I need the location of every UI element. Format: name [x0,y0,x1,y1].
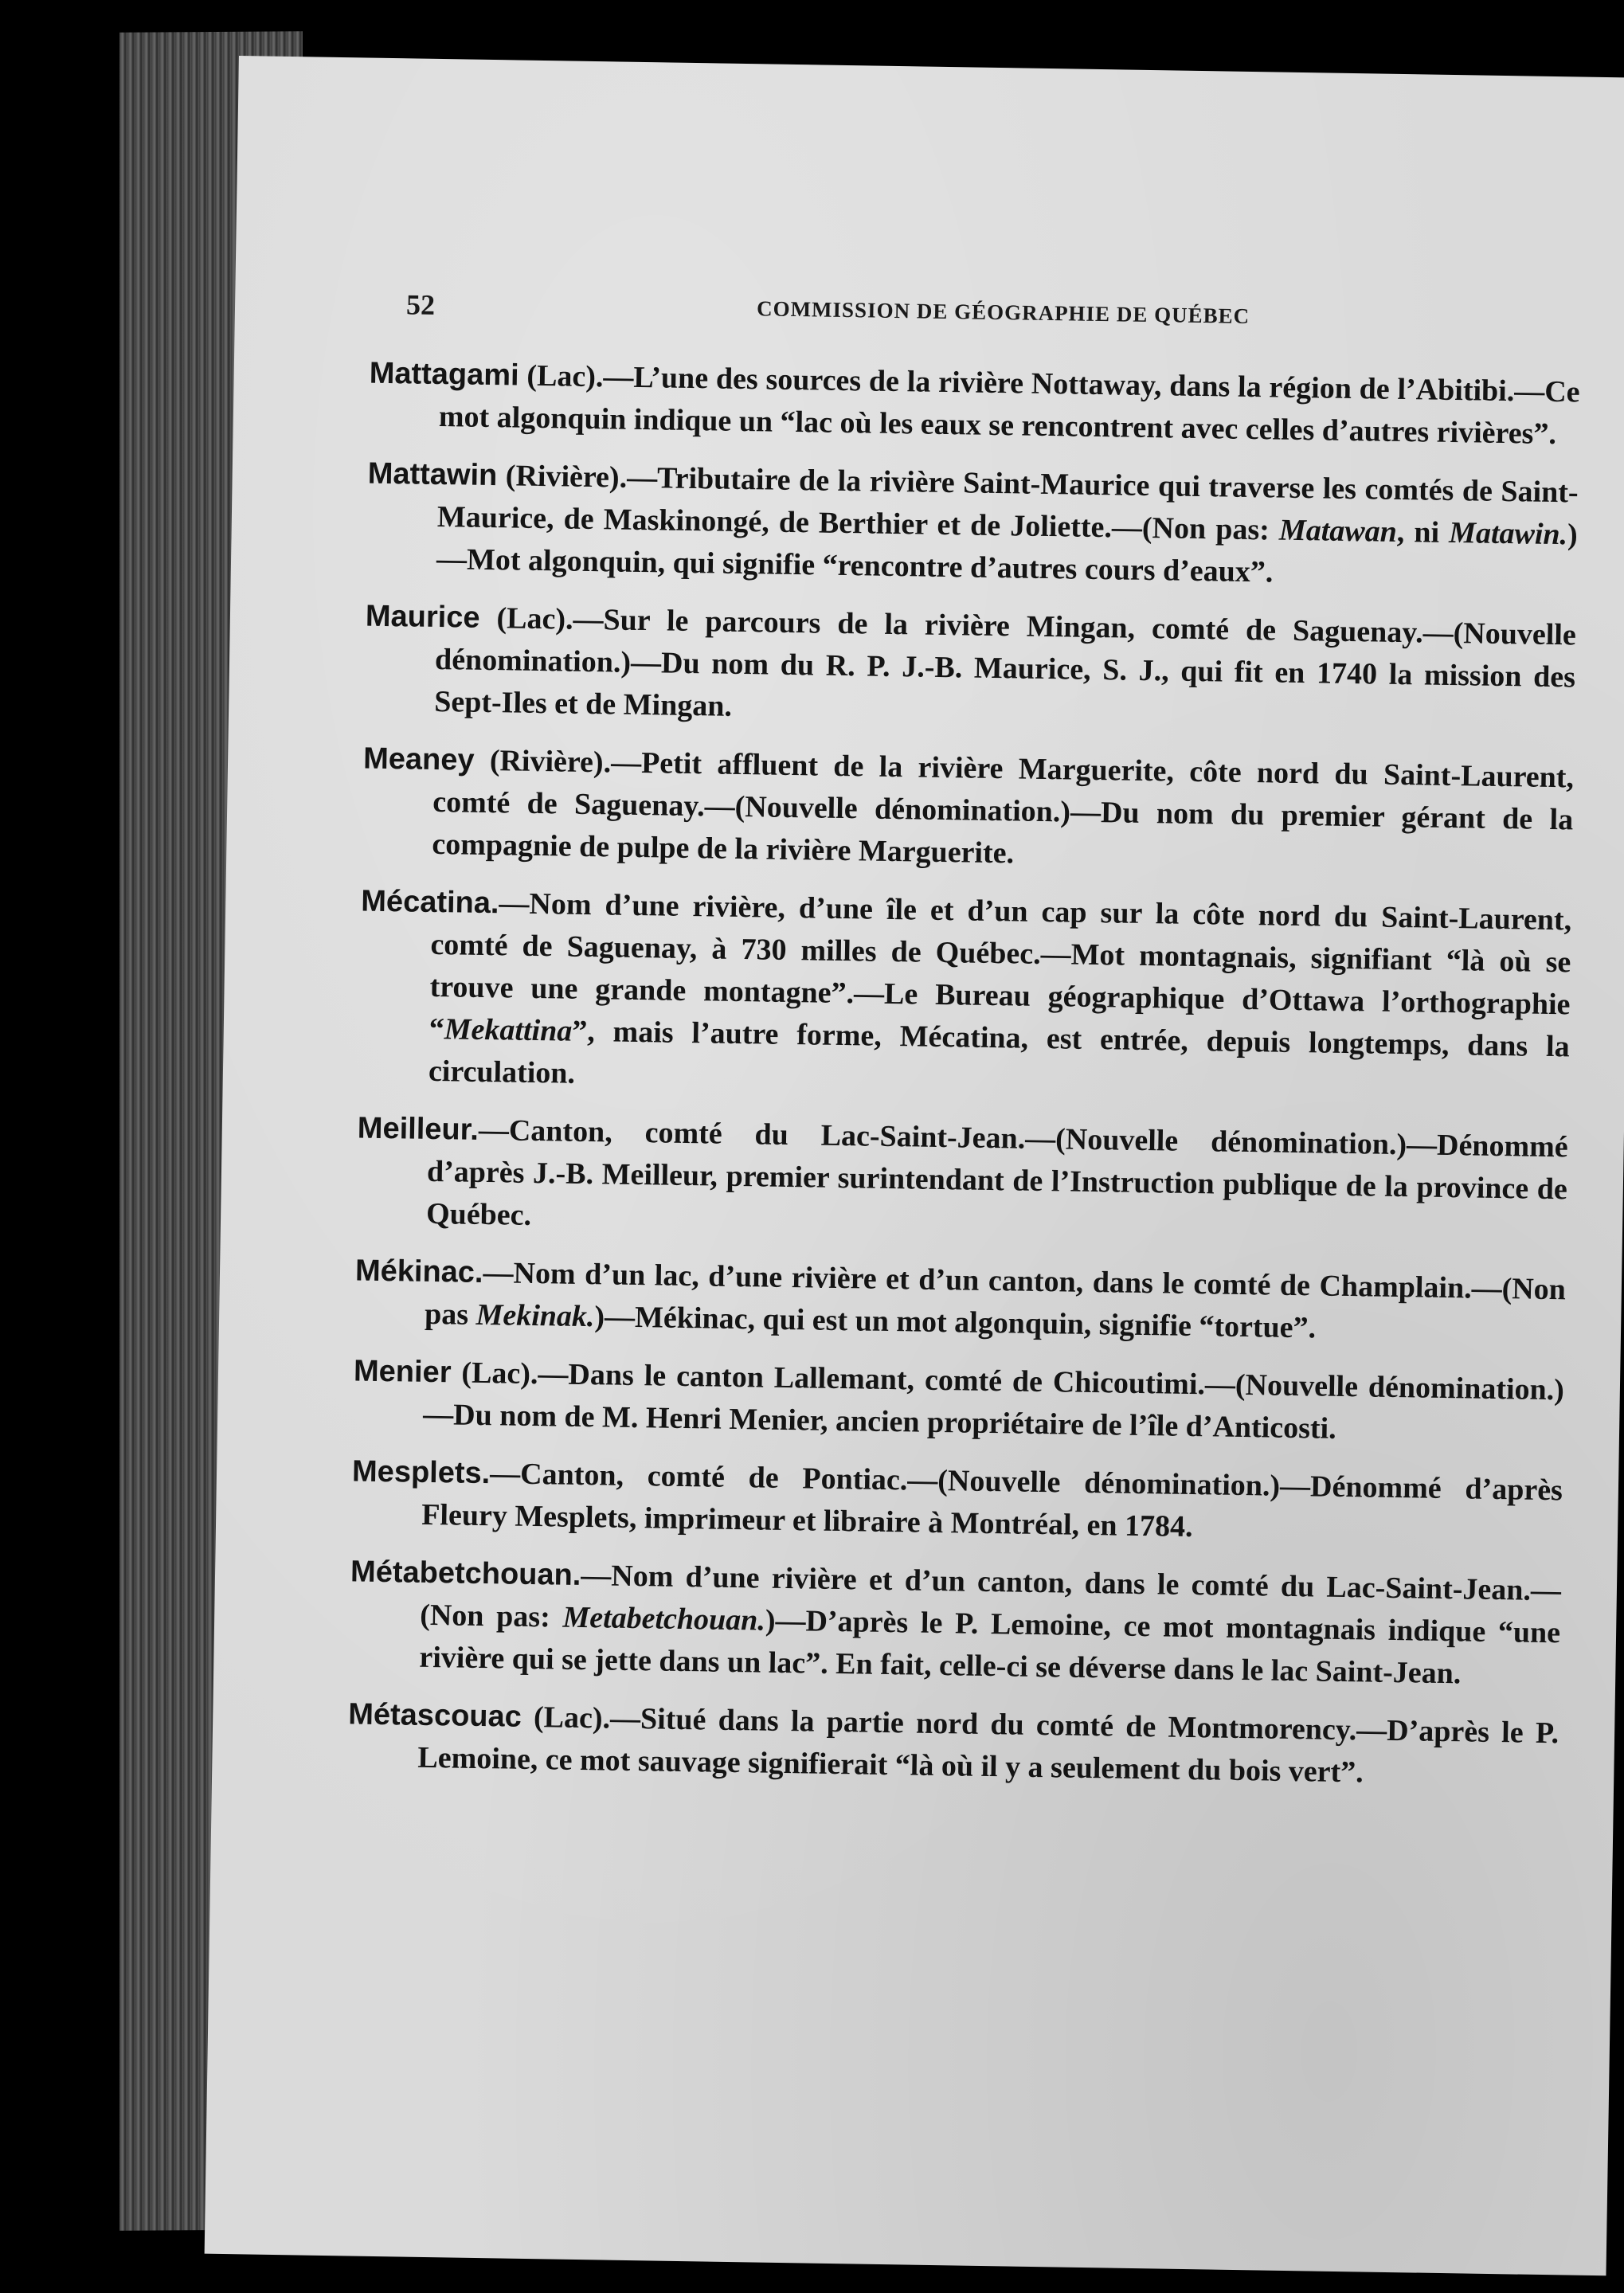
entry-headword: Mécatina. [361,884,499,921]
entry-text: (Rivière).—Petit affluent de la rivière Marguerite, côte nord du Saint-Laurent, comté de Saguenay.—(Nouvelle dénomination.)—Du nom du premier gérant de la compagnie de pulpe de la rivière Marguerite. [432,743,1575,871]
entry-meilleur [356,1108,1568,1254]
entry-mattagami [369,353,1580,456]
running-title: COMMISSION DE GÉOGRAPHIE DE QUÉBEC [756,296,1250,328]
entry-text: ”, mais l’autre forme, Mécatina, est entrée, depuis longtemps, dans la circulation. [428,1014,1570,1090]
book-page [205,56,1624,2275]
entry-maurice [364,596,1576,742]
entry-text: , ni [1396,515,1450,550]
entry-text: —Nom d’une rivière, d’une île et d’un cap sur la côte nord du Saint-Laurent, comté de Saguenay, à 730 milles de Québec.—Mot montagnais, signifiant “là où se trouve une grande montagne”.—Le Bureau géographique d’Ottawa l’orthographie “ [429,886,1572,1047]
entry-mattawin [366,453,1579,599]
entry-mekinac [354,1250,1566,1353]
entry-text: )—Mékinac, qui est un mot algonquin, signifie “tortue”. [594,1300,1317,1345]
entry-italic: Matawin. [1448,515,1568,552]
entry-headword: Mékinac. [354,1254,483,1290]
entry-headword: Métascouac [347,1697,522,1734]
entry-italic: Matawan [1278,513,1398,549]
entry-mesplets [351,1450,1563,1554]
entry-headword: Meilleur. [357,1111,479,1147]
entry-text: —Canton, comté de Pontiac.—(Nouvelle dénomination.)—Dénommé d’après Fleury Mesplets, imprimeur et libraire à Montréal, en 1784. [421,1457,1563,1544]
entry-text: )—Mot algonquin, qui signifie “rencontre d’autres cours d’eaux”. [436,518,1579,589]
entry-meaney [362,738,1574,884]
entry-text: (Lac).—L’une des sources de la rivière Nottaway, dans la région de l’Abitibi.—Ce mot algonquin indique un “lac où les eaux se rencontrent avec celles d’autres rivières”. [438,358,1580,452]
entry-metascouac [347,1693,1559,1797]
entry-menier [353,1350,1564,1454]
entry-headword: Maurice [365,599,480,635]
entry-text: (Lac).—Sur le parcours de la rivière Mingan, comté de Saguenay.—(Nouvelle dénomination.)—Du nom du R. P. J.-B. Maurice, S. J., qui fit en 1740 la mission des Sept-Iles et de Mingan. [433,601,1577,723]
entry-headword: Mattagami [369,356,519,393]
entry-text: —Nom d’un lac, d’une rivière et d’un canton, dans le comté de Champlain.—(Non pas [424,1256,1567,1332]
entry-headword: Métabetchouan. [350,1555,581,1592]
entry-headword: Meaney [362,742,475,777]
entry-text: —Nom d’une rivière et d’un canton, dans le comté du Lac-Saint-Jean.—(Non pas: [419,1558,1562,1634]
entry-text: (Rivière).—Tributaire de la rivière Saint-Maurice qui traverse les comtés de Saint-Maurice, de Maskinongé, de Berthier et de Joliette.—(Non pas: [436,459,1579,547]
page-number: 52 [405,288,436,321]
entry-text: (Lac).—Situé dans la partie nord du comté de Montmorency.—D’après le P. Lemoine, ce mot sauvage signifierait “là où il y a seulement du bois vert”. [417,1700,1559,1790]
entry-text: )—D’après le P. Lemoine, ce mot montagnais indique “une rivière qui se jette dans un lac”. En fait, celle-ci se déverse dans le lac Saint-Jean. [419,1603,1561,1691]
entry-italic: Metabetchouan. [562,1600,766,1638]
entry-headword: Mattawin [367,456,498,493]
entry-text: —Canton, comté du Lac-Saint-Jean.—(Nouvelle dénomination.)—Dénommé d’après J.-B. Meilleur, premier surintendant de l’Instruction publique de la province de Québec. [425,1113,1569,1232]
entry-headword: Mesplets. [351,1454,491,1491]
gazetteer-entries [347,353,1580,1814]
entry-text: (Lac).—Dans le canton Lallemant, comté de Chicoutimi.—(Nouvelle dénomination.)—Du nom de M. Henri Menier, ancien propriétaire de l’île d’Anticosti. [422,1356,1565,1446]
entry-metabetchouan [349,1551,1561,1696]
entry-headword: Menier [353,1354,452,1390]
entry-italic: Mekattina [444,1012,573,1048]
entry-mecatina [358,881,1572,1111]
entry-italic: Mekinak. [475,1297,595,1334]
page-header [406,288,1590,346]
